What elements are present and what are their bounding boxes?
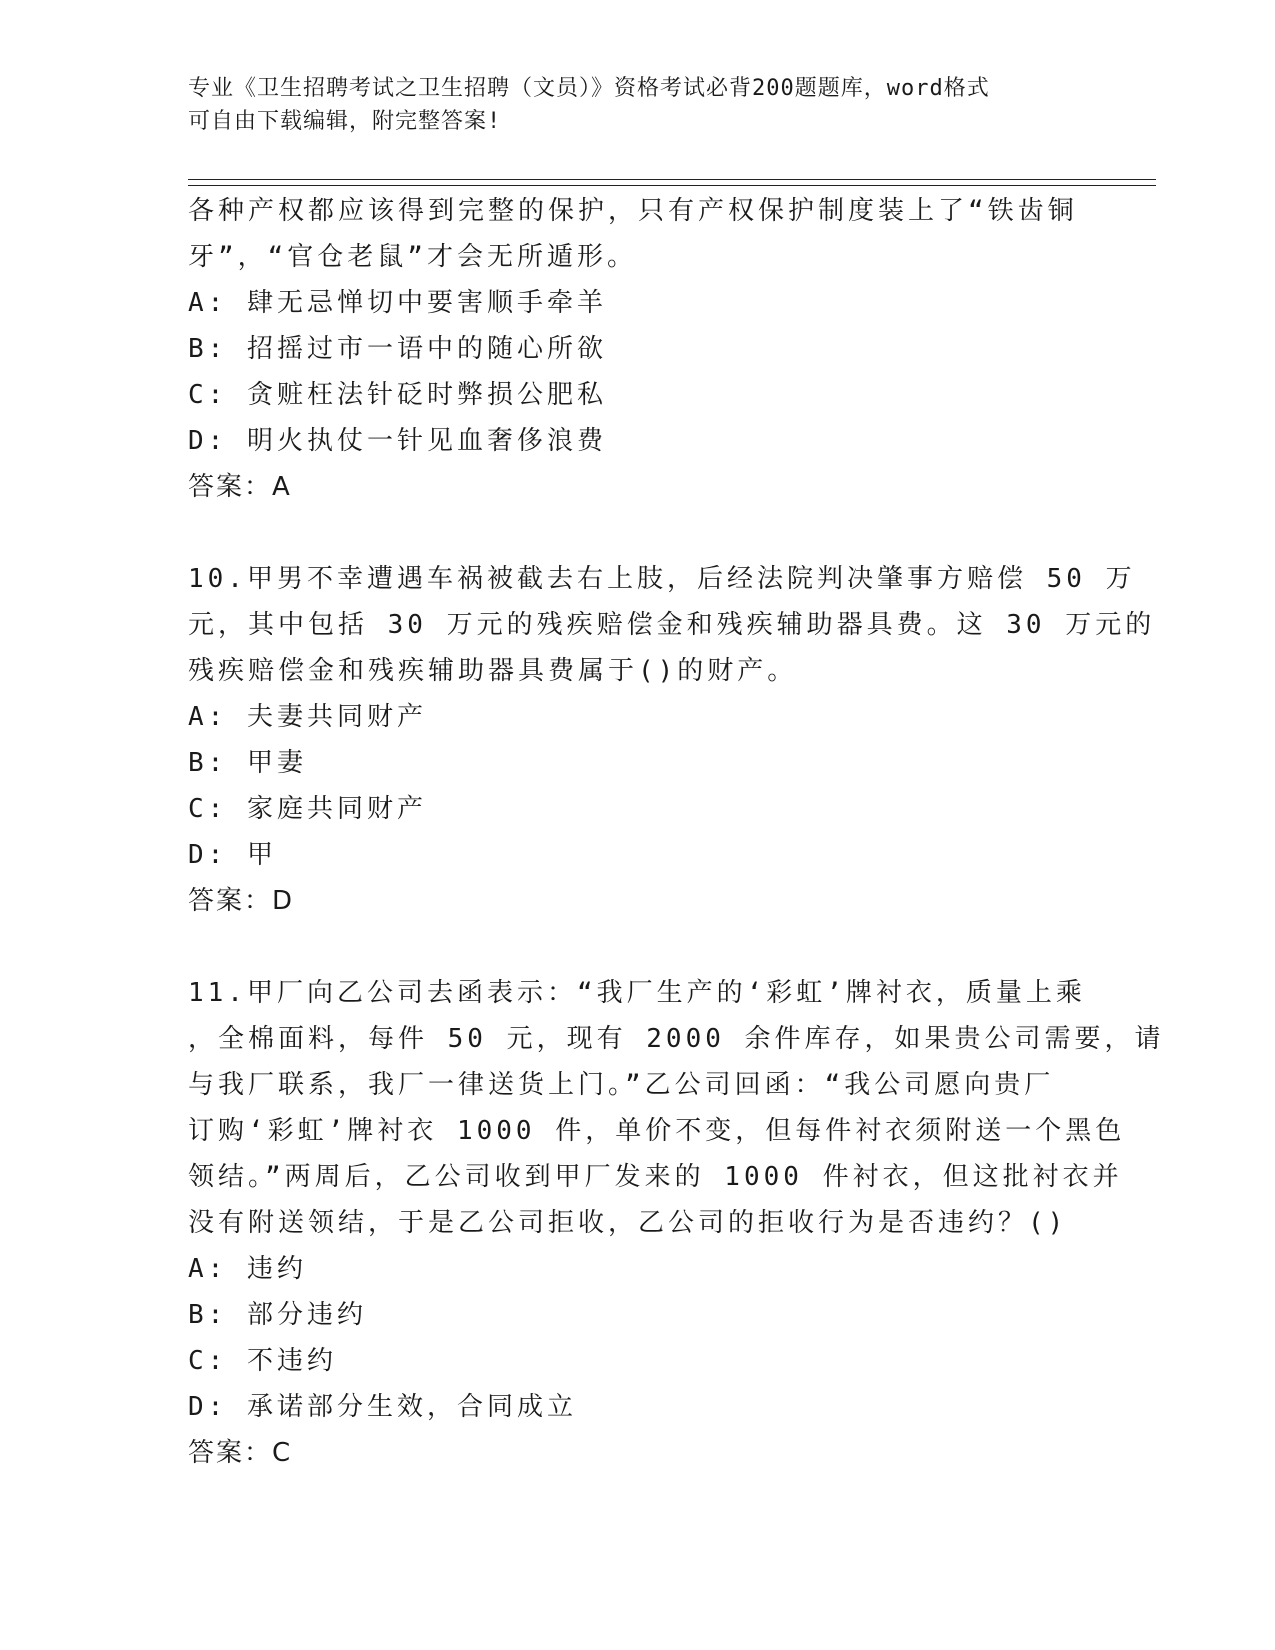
header-line-2: 可自由下载编辑，附完整答案!	[188, 109, 502, 134]
option-c: C: 不违约	[188, 1346, 337, 1376]
page-header	[188, 72, 1088, 138]
question-stem-line: ，全棉面料，每件 50 元，现有 2000 余件库存，如果贵公司需要，请	[188, 1024, 1165, 1054]
question-block	[188, 556, 1156, 924]
question-stem-line: 各种产权都应该得到完整的保护，只有产权保护制度装上了“铁齿铜	[188, 196, 1078, 226]
question-stem-line: 订购‘彩虹’牌衬衣 1000 件，单价不变，但每件衬衣须附送一个黑色	[188, 1116, 1126, 1146]
option-d: D: 甲	[188, 840, 277, 870]
question-stem-line: 元，其中包括 30 万元的残疾赔偿金和残疾辅助器具费。这 30 万元的	[188, 610, 1156, 640]
question-stem-line: 与我厂联系，我厂一律送货上门。”乙公司回函：“我公司愿向贵厂	[188, 1070, 1055, 1100]
option-b: B: 甲妻	[188, 748, 307, 778]
option-b: B: 招摇过市一语中的随心所欲	[188, 334, 607, 364]
question-stem-line: 牙”，“官仓老鼠”才会无所遁形。	[188, 242, 637, 272]
answer-line: 答案：A	[188, 472, 292, 502]
question-block	[188, 188, 1088, 510]
question-stem-line: 没有附送领结，于是乙公司拒收，乙公司的拒收行为是否违约？()	[188, 1208, 1068, 1238]
header-divider-bottom	[188, 185, 1156, 186]
option-a: A: 违约	[188, 1254, 307, 1284]
option-a: A: 夫妻共同财产	[188, 702, 427, 732]
option-d: D: 承诺部分生效，合同成立	[188, 1392, 577, 1422]
option-d: D: 明火执仗一针见血奢侈浪费	[188, 426, 607, 456]
question-stem-line: 残疾赔偿金和残疾辅助器具费属于()的财产。	[188, 656, 798, 686]
header-divider-top	[188, 179, 1156, 180]
option-c: C: 家庭共同财产	[188, 794, 427, 824]
answer-line: 答案：D	[188, 886, 295, 916]
answer-line: 答案：C	[188, 1438, 293, 1468]
question-block	[188, 970, 1165, 1476]
question-spacer	[188, 510, 1088, 556]
question-spacer	[188, 924, 1088, 970]
header-line-1: 专业《卫生招聘考试之卫生招聘（文员）》资格考试必背200题题库，word格式	[188, 76, 990, 101]
option-b: B: 部分违约	[188, 1300, 367, 1330]
question-list	[188, 188, 1165, 1476]
question-stem-line: 领结。”两周后，乙公司收到甲厂发来的 1000 件衬衣，但这批衬衣并	[188, 1162, 1123, 1192]
option-c: C: 贪赃枉法针砭时弊损公肥私	[188, 380, 607, 410]
question-stem-line: 11.甲厂向乙公司去函表示：“我厂生产的‘彩虹’牌衬衣，质量上乘	[188, 978, 1086, 1008]
question-stem-line: 10.甲男不幸遭遇车祸被截去右上肢，后经法院判决肇事方赔偿 50 万	[188, 564, 1136, 594]
option-a: A: 肆无忌惮切中要害顺手牵羊	[188, 288, 607, 318]
